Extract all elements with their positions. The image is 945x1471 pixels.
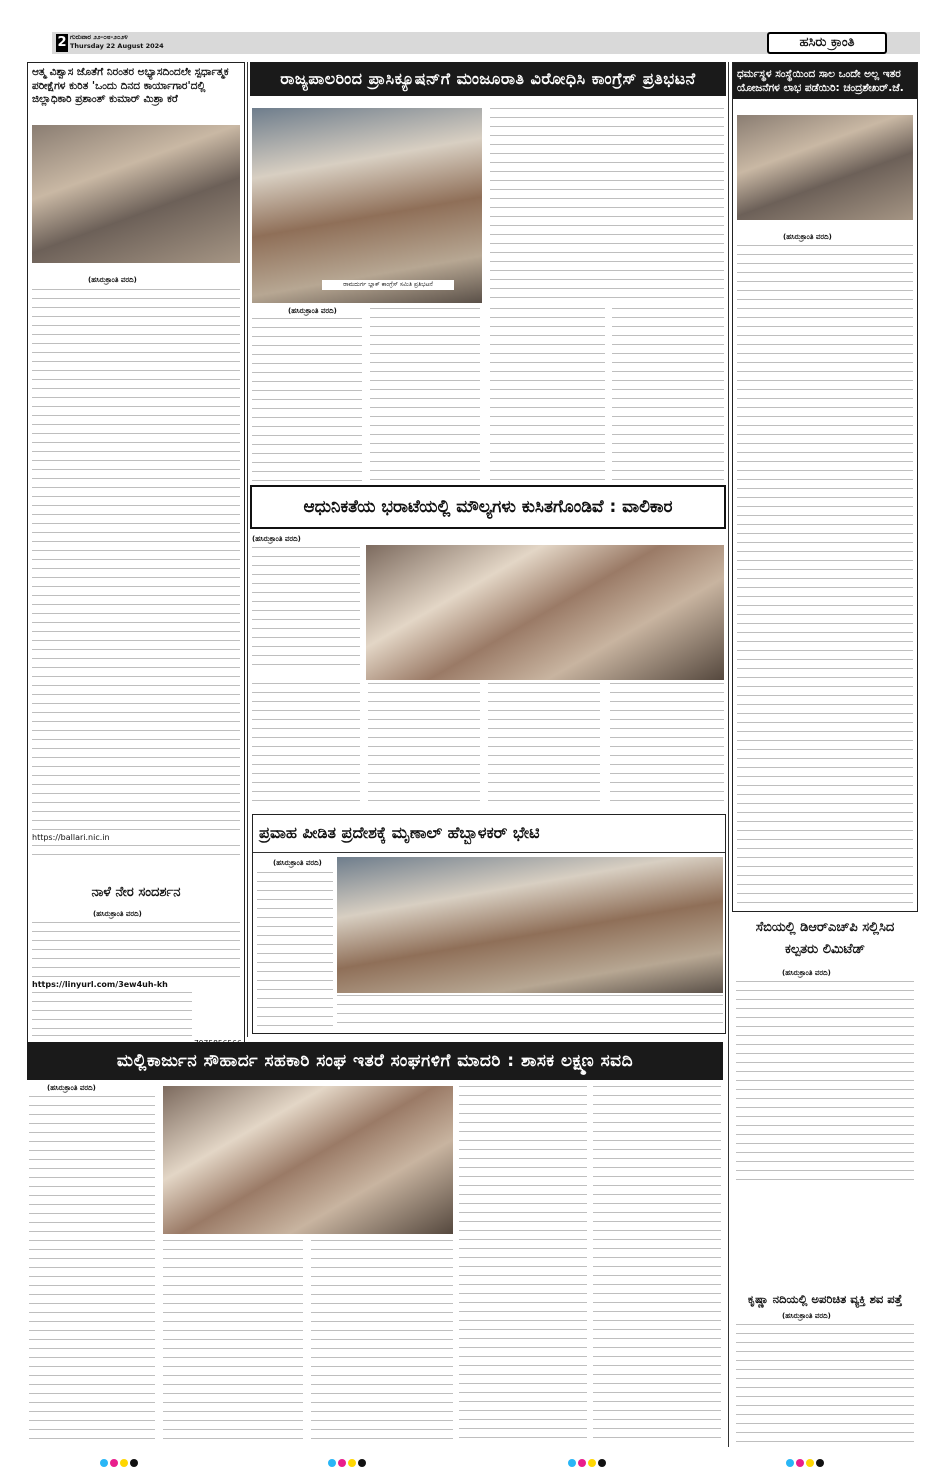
article-cooperative-photo: [163, 1086, 453, 1234]
article-values-photo: [366, 545, 724, 680]
article-flood-headline: ಪ್ರವಾಹ ಪೀಡಿತ ಪ್ರದೇಶಕ್ಕೆ ಮೃಣಾಲ್ ಹೆಬ್ಬಾಳಕರ್ ಭೇಟಿ: [253, 815, 725, 853]
article-values: [250, 485, 726, 810]
article-workshop-byline: (ಹಸಿರುಕ್ರಾಂತಿ ವರದಿ): [88, 276, 137, 284]
registration-dot: [110, 1459, 118, 1467]
registration-dot: [338, 1459, 346, 1467]
registration-dot: [786, 1459, 794, 1467]
registration-dots-right: [786, 1452, 826, 1460]
article-cooperative-byline: (ಹಸಿರುಕ್ರಾಂತಿ ವರದಿ): [47, 1084, 96, 1092]
article-values-body-5: [610, 683, 724, 808]
registration-dot: [796, 1459, 804, 1467]
article-cooperative-headline-bar: [27, 1042, 723, 1080]
article-values-body-2: [252, 683, 360, 808]
article-flood-photo: [337, 857, 723, 993]
article-interview-body-2: [32, 992, 192, 1032]
article-workshop: [27, 62, 245, 1077]
article-kalpataru-body: [736, 981, 914, 1181]
article-workshop-body-end: [32, 845, 240, 863]
article-krishna-headline: ಕೃಷ್ಣಾ ನದಿಯಲ್ಲಿ ಅಪರಿಚಿತ ವ್ಯಕ್ತಿ ಶವ ಪತ್ತೆ: [747, 1292, 903, 1306]
article-cooperative: [27, 1082, 723, 1447]
registration-dot: [568, 1459, 576, 1467]
article-protest-headline: ರಾಜ್ಯಪಾಲರಿಂದ ಪ್ರಾಸಿಕ್ಯೂಷನ್‌ಗೆ ಮಂಜೂರಾತಿ ವಿರೋಧಿಸಿ ಕಾಂಗ್ರೆಸ್ ಪ್ರತಿಭಟನೆ: [280, 69, 696, 88]
article-kalpataru-headline: ಸೆಬಿಯಲ್ಲಿ ಡಿಆರ್‌ಎಚ್‌ಪಿ ಸಲ್ಲಿಸಿದ ಕಲ್ಪತರು ಲಿಮಿಟೆಡ್: [755, 920, 895, 957]
registration-dots-left: [100, 1452, 140, 1460]
article-cooperative-body-2: [163, 1240, 303, 1444]
article-krishna-body: [736, 1324, 914, 1442]
registration-dot: [588, 1459, 596, 1467]
article-values-byline: (ಹಸಿರುಕ್ರಾಂತಿ ವರದಿ): [252, 535, 301, 543]
article-dharmasthala-headline-bar: [733, 63, 917, 99]
article-krishna-river: [732, 1290, 918, 1445]
article-dharmasthala-photo: [737, 115, 913, 220]
article-protest-byline: (ಹಸಿರುಕ್ರಾಂತಿ ವರದಿ): [288, 307, 337, 315]
article-cooperative-headline: ಮಲ್ಲಿಕಾರ್ಜುನ ಸೌಹಾರ್ದ ಸಹಕಾರಿ ಸಂಘ ಇತರೆ ಸಂಘಗಳಿಗೆ ಮಾದರಿ : ಶಾಸಕ ಲಕ್ಷ್ಮಣ ಸವದಿ: [116, 1051, 634, 1071]
date-kannada: ಗುರುವಾರ ೨೨-೦೮-೨೦೨೪: [70, 33, 128, 41]
registration-dot: [816, 1459, 824, 1467]
article-kalpataru: [732, 915, 918, 1185]
article-cooperative-body-4: [459, 1086, 587, 1444]
article-interview-byline: (ಹಸಿರುಕ್ರಾಂತಿ ವರದಿ): [93, 910, 142, 918]
article-values-body-3: [368, 683, 480, 808]
article-protest-headline-bar: [250, 62, 726, 96]
dateline: [70, 33, 164, 51]
article-values-body-1: [252, 547, 360, 669]
article-dharmasthala-byline: (ಹಸಿರುಕ್ರಾಂತಿ ವರದಿ): [783, 233, 832, 241]
registration-dot: [130, 1459, 138, 1467]
article-flood-visit: [252, 814, 726, 1034]
page-number: 2: [57, 35, 67, 50]
article-protest-photo: [252, 108, 482, 303]
masthead: ಹಸಿರು ಕ್ರಾಂತಿ: [767, 32, 887, 54]
column-rule: [247, 62, 248, 1037]
registration-dot: [358, 1459, 366, 1467]
article-flood-byline: (ಹಸಿರುಕ್ರಾಂತಿ ವರದಿ): [273, 859, 322, 867]
article-values-headline-box: [250, 485, 726, 529]
article-workshop-url[interactable]: https://ballari.nic.in: [32, 833, 110, 842]
article-interview-url[interactable]: https://linyurl.com/3ew4uh-kh: [32, 980, 168, 989]
registration-dot: [348, 1459, 356, 1467]
article-cooperative-body-5: [593, 1086, 721, 1444]
registration-dots-right-center: [568, 1452, 608, 1460]
article-workshop-headline: ಆತ್ಮ ವಿಶ್ವಾಸ ಜೊತೆಗೆ ನಿರಂತರ ಅಭ್ಯಾಸದಿಂದಲೇ ಸ್ಪರ್ಧಾತ್ಮಕ ಪರೀಕ್ಷೆಗಳ ಕುರಿತ 'ಒಂದು ದಿನದ ಕಾರ್ಯಾಗಾರ'ದಲ್ಲಿ ಜಿಲ್ಲಾಧಿಕಾರಿ ಪ್ರಶಾಂತ್ ಕುಮಾರ್ ಮಿಶ್ರಾ ಕರೆ: [32, 66, 229, 106]
article-interview-body: [32, 922, 240, 980]
article-dharmasthala-headline: ಧರ್ಮಸ್ಥಳ ಸಂಸ್ಥೆಯಿಂದ ಸಾಲ ಒಂದೇ ಅಲ್ಲ ಇತರ ಯೋಜನೆಗಳ ಲಾಭ ಪಡೆಯಿರಿ: ಚಂದ್ರಶೇಖರ್.ಜೆ.: [737, 68, 904, 94]
registration-dot: [806, 1459, 814, 1467]
article-values-body-4: [488, 683, 600, 808]
article-workshop-body: [32, 289, 240, 834]
article-kalpataru-byline: (ಹಸಿರುಕ್ರಾಂತಿ ವರದಿ): [782, 969, 831, 977]
column-rule: [728, 62, 729, 1447]
article-flood-body-1: [257, 872, 333, 1030]
registration-dot: [328, 1459, 336, 1467]
article-values-headline: ಆಧುನಿಕತೆಯ ಭರಾಟೆಯಲ್ಲಿ ಮೌಲ್ಯಗಳು ಕುಸಿತಗೊಂಡಿವೆ : ವಾಲಿಕಾರ: [303, 497, 673, 517]
registration-dot: [578, 1459, 586, 1467]
article-interview-headline: ನಾಳೆ ನೇರ ಸಂದರ್ಶನ: [91, 885, 181, 900]
article-protest-body-right: [490, 108, 724, 298]
article-protest-photo-banner: ರಾಮದುರ್ಗ ಬ್ಲಾಕ್ ಕಾಂಗ್ರೆಸ್ ಸಮಿತಿ ಪ್ರತಿಭಟನೆ: [322, 280, 454, 290]
article-dharmasthala: [732, 62, 918, 912]
article-krishna-byline: (ಹಸಿರುಕ್ರಾಂತಿ ವರದಿ): [782, 1312, 831, 1320]
registration-dot: [120, 1459, 128, 1467]
article-protest: [250, 62, 726, 530]
registration-dot: [598, 1459, 606, 1467]
article-flood-body-2: [337, 995, 723, 1031]
article-cooperative-body-1: [29, 1096, 155, 1444]
registration-dots-left-center: [328, 1452, 368, 1460]
article-dharmasthala-body: [737, 245, 913, 905]
date-english: Thursday 22 August 2024: [70, 42, 164, 50]
article-cooperative-body-3: [311, 1240, 453, 1444]
registration-dot: [100, 1459, 108, 1467]
article-workshop-photo: [32, 125, 240, 263]
